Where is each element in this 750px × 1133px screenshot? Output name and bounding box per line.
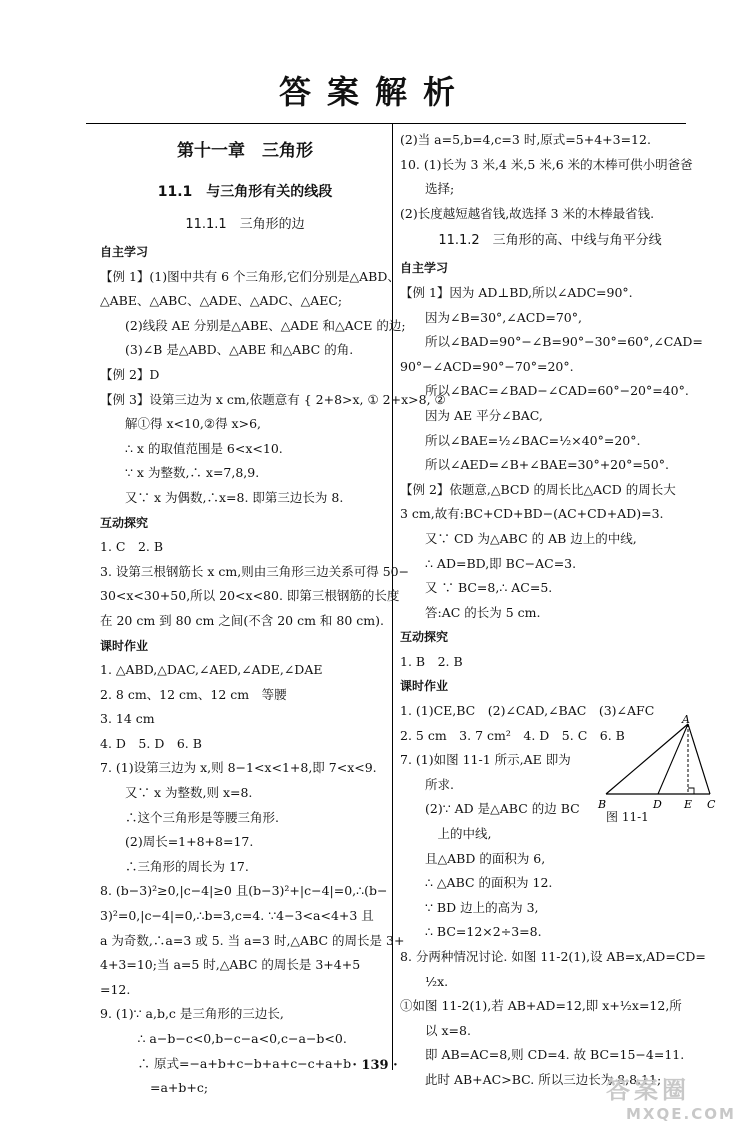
right-top-answer-lines	[400, 128, 700, 226]
answer-line: =a+b+c;	[150, 1080, 209, 1096]
answer-line: 所以∠BAE=½∠BAC=½×40°=20°.	[425, 432, 641, 448]
answer-line: 因为 AE 平分∠BAC,	[425, 407, 543, 423]
answer-line: 【例 3】设第三边为 x cm,依题意有 { 2+8>x, ① 2+x>8, ②	[100, 391, 446, 407]
answer-line: 3)²=0,|c−4|=0,∴b=3,c=4. ∵4−3<a<4+3 且	[100, 908, 374, 924]
answer-line: 又 ∵ BC=8,∴ AC=5.	[425, 580, 553, 596]
answer-line: 又∵ x 为偶数,∴x=8. 即第三边长为 8.	[125, 489, 344, 505]
subsection-heading-left: 11.1.1 三角形的边	[185, 217, 305, 232]
answer-line: ①如图 11-2(1),若 AB+AD=12,即 x+½x=12,所	[400, 998, 682, 1014]
answer-line: 3. 设第三根钢筋长 x cm,则由三角形三边关系可得 50−	[100, 563, 410, 579]
section-label: 课时作业	[100, 638, 149, 653]
answer-line: 上的中线,	[437, 826, 492, 842]
answer-line: 所以∠BAC=∠BAD−∠CAD=60°−20°=40°.	[425, 383, 689, 399]
answer-line: 即 AB=AC=8,则 CD=4. 故 BC=15−4=11.	[425, 1047, 685, 1063]
answer-line: =12.	[100, 981, 131, 997]
answer-line: 30<x<30+50,所以 20<x<80. 即第三根钢筋的长度	[100, 588, 400, 604]
answer-line: ∴ △ABC 的面积为 12.	[425, 875, 553, 891]
answer-line: 3 cm,故有:BC+CD+BD−(AC+CD+AD)=3.	[400, 506, 664, 522]
section-label: 课时作业	[400, 679, 449, 694]
answer-line: ∵ x 为整数,∴ x=7,8,9.	[125, 465, 260, 481]
answer-line: (2)∵ AD 是△ABC 的边 BC	[425, 801, 580, 817]
answer-line: 1. B 2. B	[400, 653, 463, 669]
answer-line: 【例 1】(1)图中共有 6 个三角形,它们分别是△ABD、	[100, 268, 400, 284]
answer-line: ∴ AD=BD,即 BC−AC=3.	[425, 555, 577, 571]
answer-line: 解①得 x<10,②得 x>6,	[125, 416, 262, 432]
answer-line: 又∵ CD 为△ABC 的 AB 边上的中线,	[425, 530, 637, 546]
answer-line: 8. (b−3)²≥0,|c−4|≥0 且(b−3)²+|c−4|=0,∴(b−	[100, 883, 388, 899]
answer-line: 所求.	[425, 776, 454, 792]
watermark-top: 答案圈	[606, 1076, 690, 1104]
answer-line: 1. (1)CE,BC (2)∠CAD,∠BAC (3)∠AFC	[400, 703, 655, 719]
watermark-logo	[606, 1076, 746, 1128]
page-number: · 139 ·	[352, 1058, 398, 1073]
side-ab	[606, 724, 688, 794]
answer-line: (2)当 a=5,b=4,c=3 时,原式=5+4+3=12.	[400, 132, 651, 147]
answer-line: 7. (1)如图 11-1 所示,AE 即为	[400, 752, 571, 768]
answer-line: 9. (1)∵ a,b,c 是三角形的三边长,	[100, 1006, 284, 1022]
section-label: 互动探究	[100, 515, 149, 530]
answer-line: 以 x=8.	[425, 1022, 471, 1038]
section-label: 互动探究	[400, 630, 449, 645]
answer-line: 3. 14 cm	[100, 711, 155, 727]
answer-line: 因为∠B=30°,∠ACD=70°,	[425, 309, 582, 325]
figure-caption: 图 11-1	[606, 810, 649, 824]
side-ac	[688, 724, 710, 794]
right-column	[400, 128, 706, 1093]
answer-line: 7. (1)设第三边为 x,则 8−1<x<1+8,即 7<x<9.	[100, 760, 377, 776]
label-e: E	[684, 798, 693, 811]
answer-line: ∴这个三角形是等腰三角形.	[125, 809, 279, 825]
answer-line: 【例 1】因为 AD⊥BD,所以∠ADC=90°.	[400, 284, 633, 300]
answer-line: 4. D 5. D 6. B	[100, 735, 202, 751]
answer-line: 【例 2】D	[100, 366, 160, 382]
page-title: 答案解析	[278, 73, 471, 111]
answer-line: 2. 8 cm、12 cm、12 cm 等腰	[100, 686, 287, 702]
answer-line: 2. 5 cm 3. 7 cm² 4. D 5. C 6. B	[400, 727, 625, 743]
right-answer-lines	[400, 256, 706, 1092]
answer-line: ½x.	[425, 973, 449, 989]
answer-line: (2)线段 AE 分别是△ABE、△ADE 和△ACE 的边;	[125, 317, 406, 333]
title-rule	[86, 123, 686, 124]
answer-line: 10. (1)长为 3 米,4 米,5 米,6 米的木棒可供小明爸爸	[400, 156, 693, 172]
answer-line: ∴ a−b−c<0,b−c−a<0,c−a−b<0.	[137, 1031, 347, 1046]
answer-line: 8. 分两种情况讨论. 如图 11-2(1),设 AB=x,AD=CD=	[400, 949, 706, 964]
label-b: B	[598, 798, 607, 811]
chapter-heading: 第十一章 三角形	[177, 141, 313, 161]
answer-line: (2)长度越短越省钱,故选择 3 米的木棒最省钱.	[400, 205, 655, 221]
section-heading: 11.1 与三角形有关的线段	[157, 184, 333, 200]
answer-line: 4+3=10;当 a=5 时,△ABC 的周长是 3+4+5	[100, 957, 361, 973]
label-c: C	[707, 798, 716, 811]
answer-line: ∵ BD 边上的高为 3,	[425, 899, 539, 915]
answer-line: (3)∠B 是△ABD、△ABE 和△ABC 的角.	[125, 342, 354, 358]
answer-line: 选择;	[425, 181, 455, 197]
answer-line: 又∵ x 为整数,则 x=8.	[125, 785, 253, 801]
answer-line: 所以∠BAD=90°−∠B=90°−30°=60°,∠CAD=	[425, 334, 703, 350]
answer-line: 答:AC 的长为 5 cm.	[425, 604, 541, 620]
answer-line: 所以∠AED=∠B+∠BAE=30°+20°=50°.	[425, 457, 669, 473]
label-d: D	[653, 798, 662, 811]
answer-line: (2)周长=1+8+8=17.	[125, 834, 254, 850]
watermark-bottom: MXQE.COM	[626, 1105, 736, 1123]
section-label: 自主学习	[400, 261, 449, 276]
label-a: A	[682, 714, 690, 726]
subsection-heading-right: 11.1.2 三角形的高、中线与角平分线	[438, 233, 662, 249]
section-label: 自主学习	[100, 245, 149, 259]
answer-line: 且△ABD 的面积为 6,	[425, 850, 546, 866]
median-ad	[658, 724, 688, 794]
answer-line: ∴三角形的周长为 17.	[125, 858, 249, 874]
answer-line: 此时 AB+AC>BC. 所以三边长为 8,8,11;	[425, 1071, 662, 1087]
answer-line: 在 20 cm 到 80 cm 之间(不含 20 cm 和 80 cm).	[100, 612, 384, 628]
answer-line: ∴ 原式=−a+b+c−b+a+c−c+a+b	[137, 1055, 352, 1071]
answer-line: 1. △ABD,△DAC,∠AED,∠ADE,∠DAE	[100, 662, 323, 678]
answer-line: 90°−∠ACD=90°−70°=20°.	[400, 358, 574, 374]
right-angle-mark	[688, 788, 694, 794]
answer-line: ∴ x 的取值范围是 6<x<10.	[125, 440, 283, 456]
answer-line: ∴ BC=12×2÷3=8.	[425, 924, 542, 940]
answer-line: △ABE、△ABC、△ADE、△ADC、△AEC;	[100, 293, 343, 309]
answer-line: 【例 2】依题意,△BCD 的周长比△ACD 的周长大	[400, 481, 676, 497]
answer-line: 1. C 2. B	[100, 539, 164, 555]
answer-line: a 为奇数,∴a=3 或 5. 当 a=3 时,△ABC 的周长是 3+	[100, 932, 405, 948]
